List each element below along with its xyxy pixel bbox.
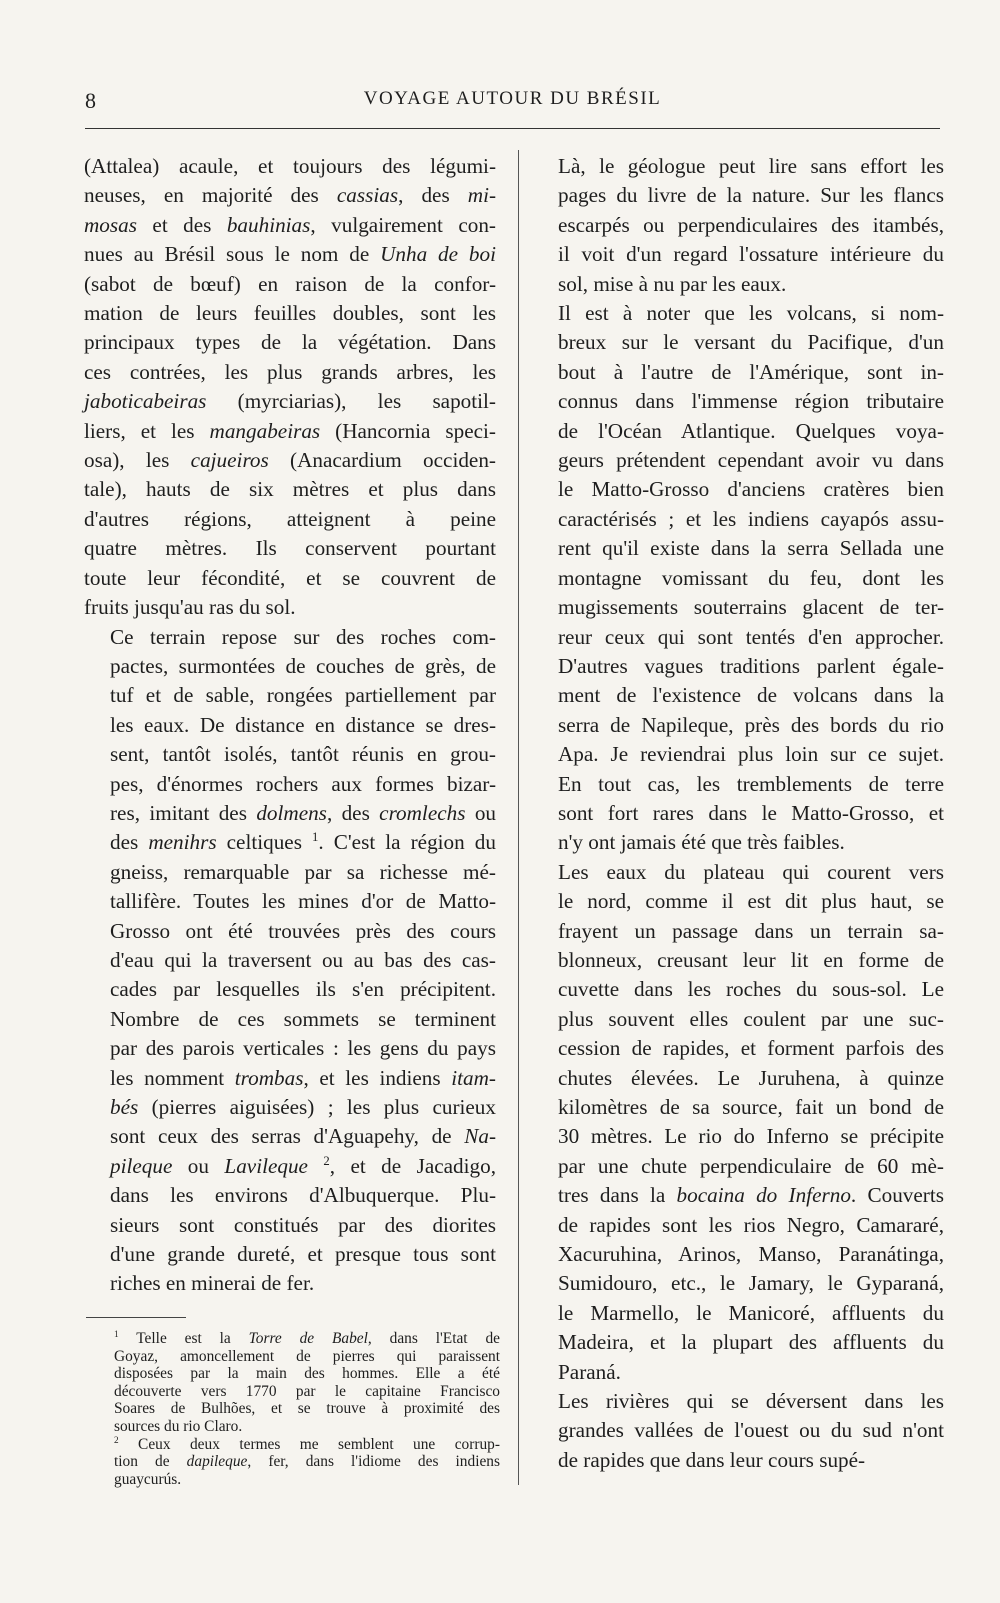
text-line [532, 446, 944, 475]
paragraph [532, 152, 944, 299]
footnotes [88, 1330, 500, 1488]
text-run: ces contrées, les plus grands arbres, les [84, 359, 496, 384]
text-run: menihrs [148, 830, 217, 855]
text-run: dolmens [256, 800, 327, 825]
right-column [532, 152, 944, 1475]
text-run: pileque [110, 1153, 173, 1178]
text-line [84, 1181, 496, 1210]
text-run: tion de [114, 1453, 187, 1471]
footnote-1 [88, 1330, 500, 1436]
text-run: En tout cas, les tremblements de terre [558, 771, 944, 796]
text-line [532, 387, 944, 416]
text-line [532, 240, 944, 269]
text-line [84, 917, 496, 946]
text-run: (pierres aiguisées) ; les plus curieux [138, 1095, 496, 1119]
text-line [84, 858, 496, 887]
text-line [84, 1093, 496, 1122]
text-run: les nomment [110, 1065, 235, 1090]
text-run: grandes vallées de l'ouest ou du sud n'ont [558, 1418, 944, 1443]
text-run: guaycurús. [114, 1470, 182, 1488]
text-line [532, 740, 944, 769]
text-run: cades par lesquelles ils s'en précipitent. [110, 977, 496, 1002]
text-run: jaboticabeiras [84, 389, 207, 414]
text-line [84, 211, 496, 240]
text-line [532, 593, 944, 622]
text-run: Xacuruhina, Arinos, Manso, Paranátinga, [558, 1242, 944, 1267]
text-line [532, 564, 944, 593]
text-line [84, 1122, 496, 1151]
text-run: Apa. Je reviendrai plus loin sur ce sujet. [558, 742, 944, 767]
text-run: reur ceux qui sont tentés d'en approcher. [558, 624, 944, 649]
text-run: nues au Brésil sous le nom de [84, 242, 381, 267]
text-run: kilomètres de sa source, fait un bond de [558, 1095, 944, 1119]
text-run: . Couverts [850, 1183, 944, 1208]
text-line [84, 770, 496, 799]
text-run: mi- [467, 183, 497, 208]
text-line [532, 1269, 944, 1298]
text-run: sol, mise à nu par les eaux. [558, 271, 787, 296]
text-line [84, 299, 496, 328]
text-run: quatre mètres. Ils conservent pourtant [84, 536, 496, 561]
text-run: , vulgairement con- [310, 212, 496, 237]
text-run: ou [172, 1153, 225, 1178]
text-run: Grosso ont été trouvées près des cours [110, 918, 496, 943]
text-line [532, 211, 944, 240]
text-line [84, 328, 496, 357]
text-line [84, 887, 496, 916]
text-line [88, 1330, 500, 1348]
text-run: tale), hauts de six mètres et plus dans [84, 477, 496, 502]
text-run: Paraná. [558, 1359, 621, 1384]
text-run: fruits jusqu'au ras du sol. [84, 595, 296, 620]
text-line [84, 387, 496, 416]
text-run: sources du rio Claro. [114, 1417, 243, 1435]
text-run: (sabot de bœuf) en raison de la confor- [84, 271, 496, 296]
text-run: riches en minerai de fer. [110, 1271, 315, 1296]
text-run: sieurs sont constitués par des diorites [110, 1212, 496, 1237]
text-line [84, 1240, 496, 1269]
text-run: Na- [464, 1124, 496, 1149]
text-run: cassias [336, 183, 399, 208]
column-divider [518, 150, 519, 1485]
text-line [532, 534, 944, 563]
text-line [84, 1064, 496, 1093]
text-line [84, 1005, 496, 1034]
text-line [84, 711, 496, 740]
text-run: le Matto-Grosso d'anciens cratères bien [558, 477, 944, 502]
text-run: , et de Jacadigo, [329, 1153, 497, 1178]
text-line [84, 652, 496, 681]
text-line [88, 1471, 500, 1489]
text-run: D'autres vagues traditions parlent égale- [558, 653, 944, 678]
text-run: cromlechs [379, 800, 466, 825]
text-line [84, 358, 496, 387]
text-run: des [110, 830, 149, 855]
text-run: 2 [114, 1434, 119, 1445]
text-line [532, 711, 944, 740]
text-run: disposées par la main des hommes. Elle a été [114, 1365, 500, 1383]
text-run: osa), les [84, 448, 191, 473]
text-line [84, 1269, 496, 1298]
text-run: mangabeiras [209, 418, 321, 443]
text-run: pages du livre de la nature. Sur les flancs [558, 183, 944, 208]
text-line [532, 270, 944, 299]
text-run: bauhinias [226, 212, 311, 237]
text-line [84, 681, 496, 710]
text-line [88, 1365, 500, 1383]
text-run: Il est à noter que les volcans, si nom- [558, 301, 944, 326]
text-line [84, 740, 496, 769]
text-run: Nombre de ces sommets se terminent [110, 1006, 496, 1031]
text-line [88, 1348, 500, 1366]
text-run: bocaina do Inferno [676, 1183, 851, 1208]
text-line [532, 1446, 944, 1475]
paragraph [84, 152, 496, 623]
paragraph [532, 299, 944, 858]
text-run: plus souvent elles coulent par une suc- [558, 1006, 944, 1031]
text-run: n'y ont jamais été que très faibles. [558, 830, 845, 855]
text-line [532, 505, 944, 534]
text-line [532, 1064, 944, 1093]
text-line [84, 623, 496, 652]
text-run: par une chute perpendiculaire de 60 mè- [558, 1153, 944, 1178]
text-line [532, 152, 944, 181]
text-run: geurs prétendent cependant avoir vu dans [558, 448, 944, 473]
text-run: caractérisés ; et les indiens cayapós assu- [558, 506, 944, 531]
text-line [88, 1453, 500, 1471]
text-run: (Attalea) acaule, et toujours des légumi- [84, 154, 496, 178]
text-run: Les eaux du plateau qui courent vers [558, 859, 944, 884]
text-run: d'une grande dureté, et presque tous sont [110, 1242, 496, 1267]
text-run: découverte vers 1770 par le capitaine Francisco [114, 1382, 500, 1400]
text-run: rent qu'il existe dans la serra Sellada une [558, 536, 944, 561]
text-run: de rapides que dans leur cours supé- [558, 1447, 866, 1472]
text-run: breux sur le versant du Pacifique, d'un [558, 330, 944, 355]
text-run: mation de leurs feuilles doubles, sont les [84, 301, 496, 326]
text-run: pes, d'énormes rochers aux formes bizar- [110, 771, 496, 796]
text-line [88, 1383, 500, 1401]
text-line [532, 975, 944, 1004]
text-run: escarpés ou perpendiculaires des itambés, [558, 212, 944, 237]
text-line [532, 417, 944, 446]
text-run: Les rivières qui se déversent dans les [558, 1389, 944, 1414]
footnote-rule [86, 1317, 186, 1318]
text-line [84, 534, 496, 563]
text-line [88, 1436, 500, 1454]
text-run: les eaux. De distance en distance se dres- [110, 712, 496, 737]
text-line [532, 181, 944, 210]
text-run: tres dans la [558, 1183, 677, 1208]
text-run: cajueiros [190, 448, 269, 473]
text-line [84, 828, 496, 857]
text-run: 30 mètres. Le rio do Inferno se précipite [558, 1124, 944, 1149]
text-line [532, 1328, 944, 1357]
text-line [532, 623, 944, 652]
text-run: mosas [84, 212, 137, 237]
text-run: Lavileque [224, 1153, 308, 1178]
text-line [84, 505, 496, 534]
text-run: Unha de boi [380, 242, 496, 267]
text-run: ou [465, 800, 496, 825]
text-run: sont fort rares dans le Matto-Grosso, et [558, 800, 944, 825]
text-line [84, 564, 496, 593]
text-run: bout à l'autre de l'Amérique, sont in- [558, 359, 944, 384]
text-run: dans les environs d'Albuquerque. Plu- [110, 1183, 496, 1208]
text-run: trombas [234, 1065, 304, 1090]
text-run: Ce terrain repose sur des roches com- [110, 624, 496, 649]
text-line [84, 799, 496, 828]
text-line [88, 1400, 500, 1418]
text-line [532, 681, 944, 710]
text-run: toute leur fécondité, et se couvrent de [84, 565, 496, 590]
text-run: . C'est la région du [318, 830, 496, 855]
text-run: , fer, dans l'idiome des indiens [247, 1453, 500, 1471]
text-run: ment de l'existence de volcans dans la [558, 683, 944, 708]
text-run: chutes élevées. Le Juruhena, à quinze [558, 1065, 944, 1090]
text-line [532, 858, 944, 887]
text-line [84, 270, 496, 299]
text-run: cuvette dans les roches du sous-sol. Le [558, 977, 944, 1002]
text-line [84, 181, 496, 210]
text-line [84, 1211, 496, 1240]
paragraph [532, 1387, 944, 1475]
text-run: pactes, surmontées de couches de grès, de [110, 653, 496, 678]
text-run: tallifère. Toutes les mines d'or de Matto- [110, 889, 496, 914]
text-run: principaux types de la végétation. Dans [84, 330, 496, 355]
text-line [84, 152, 496, 181]
text-line [532, 475, 944, 504]
text-run: cession de rapides, et forment parfois des [558, 1036, 944, 1061]
text-run: frayent un passage dans un terrain sa- [558, 918, 944, 943]
text-run: Madeira, et la plupart des affluents du [558, 1330, 944, 1355]
text-run: Ceux deux termes me semblent une corrup- [118, 1435, 500, 1453]
text-run: mugissements souterrains glacent de ter- [558, 595, 944, 620]
text-line [84, 975, 496, 1004]
text-run: sont ceux des serras d'Aguapehy, de [110, 1124, 465, 1149]
text-run [308, 1154, 323, 1178]
text-run: neuses, en majorité des [84, 183, 337, 208]
text-line [532, 358, 944, 387]
text-run: , et les indiens [303, 1065, 452, 1090]
paragraph [532, 858, 944, 1387]
text-line [532, 770, 944, 799]
text-line [84, 446, 496, 475]
text-line [84, 417, 496, 446]
text-line [84, 1152, 496, 1181]
text-run: (Anacardium occiden- [268, 448, 496, 473]
text-line [532, 652, 944, 681]
text-line [84, 593, 496, 622]
text-line [84, 240, 496, 269]
text-run: montagne vomissant du feu, dont les [558, 565, 944, 590]
footnote-2 [88, 1436, 500, 1489]
text-line [532, 1387, 944, 1416]
left-column [84, 152, 496, 1299]
text-line [532, 1093, 944, 1122]
text-line [532, 328, 944, 357]
text-line [532, 1034, 944, 1063]
text-run: res, imitant des [110, 800, 257, 825]
text-run: d'eau qui la traversent ou au bas des cas- [110, 947, 496, 972]
text-line [84, 475, 496, 504]
text-run: il voit d'un regard l'ossature intérieure du [558, 242, 944, 267]
text-line [532, 1005, 944, 1034]
text-line [88, 1418, 500, 1436]
text-run: sent, tantôt isolés, tantôt réunis en grou- [110, 742, 496, 767]
text-line [532, 917, 944, 946]
text-line [532, 828, 944, 857]
text-run: Sumidouro, etc., le Jamary, le Gyparaná, [558, 1271, 944, 1296]
running-header [85, 78, 940, 112]
text-run: Goyaz, amoncellement de pierres qui paraissent [114, 1347, 500, 1365]
text-line [84, 946, 496, 975]
text-run: celtiques [216, 830, 313, 855]
text-line [532, 946, 944, 975]
running-title: VOYAGE AUTOUR DU BRÉSIL [363, 88, 662, 109]
text-run: connus dans l'immense région tributaire [558, 389, 944, 414]
text-run: dapileque [186, 1453, 248, 1471]
text-run: d'autres régions, atteignent à peine [84, 506, 496, 531]
text-line [532, 1299, 944, 1328]
paragraph [84, 623, 496, 1299]
text-run: de rapides sont les rios Negro, Camararé, [558, 1212, 944, 1237]
text-run: serra de Napileque, près des bords du rio [558, 712, 944, 737]
header-rule [85, 128, 940, 129]
text-line [532, 1152, 944, 1181]
text-line [532, 1416, 944, 1445]
text-line [532, 1122, 944, 1151]
text-run: Torre de Babel [248, 1330, 368, 1347]
text-line [532, 1181, 944, 1210]
text-run: le Marmello, le Manicoré, affluents du [558, 1300, 944, 1325]
text-run: (Hancornia speci- [320, 418, 496, 443]
text-run: gneiss, remarquable par sa richesse mé- [110, 859, 496, 884]
text-run: Là, le géologue peut lire sans effort les [558, 154, 944, 178]
text-line [84, 1034, 496, 1063]
text-run: 1 [114, 1328, 119, 1339]
text-line [532, 887, 944, 916]
text-run: (myrciarias), les sapotil- [206, 389, 496, 414]
text-run: 1 [312, 830, 319, 845]
page-number: 8 [85, 88, 96, 113]
text-line [532, 1358, 944, 1387]
text-run: , des [398, 183, 468, 208]
text-run: , des [326, 800, 380, 825]
text-line [532, 799, 944, 828]
text-run: par des parois verticales : les gens du pays [110, 1036, 496, 1061]
text-line [532, 1240, 944, 1269]
text-run: tuf et de sable, rongées partiellement par [110, 683, 496, 708]
text-run: liers, et les [84, 418, 210, 443]
text-run: 2 [323, 1153, 330, 1168]
text-run: Soares de Bulhões, et se trouve à proximité des [114, 1400, 500, 1418]
text-line [532, 1211, 944, 1240]
text-run: le nord, comme il est dit plus haut, se [558, 889, 944, 914]
text-run: itam- [451, 1065, 496, 1090]
text-run: bés [110, 1095, 139, 1119]
text-run: de l'Océan Atlantique. Quelques voya- [558, 418, 944, 443]
text-run: , dans l'Etat de [367, 1330, 500, 1347]
text-line [532, 299, 944, 328]
text-run: blonneux, creusant leur lit en forme de [558, 947, 944, 972]
text-run: Telle est la [118, 1330, 249, 1347]
text-run: et des [136, 212, 227, 237]
